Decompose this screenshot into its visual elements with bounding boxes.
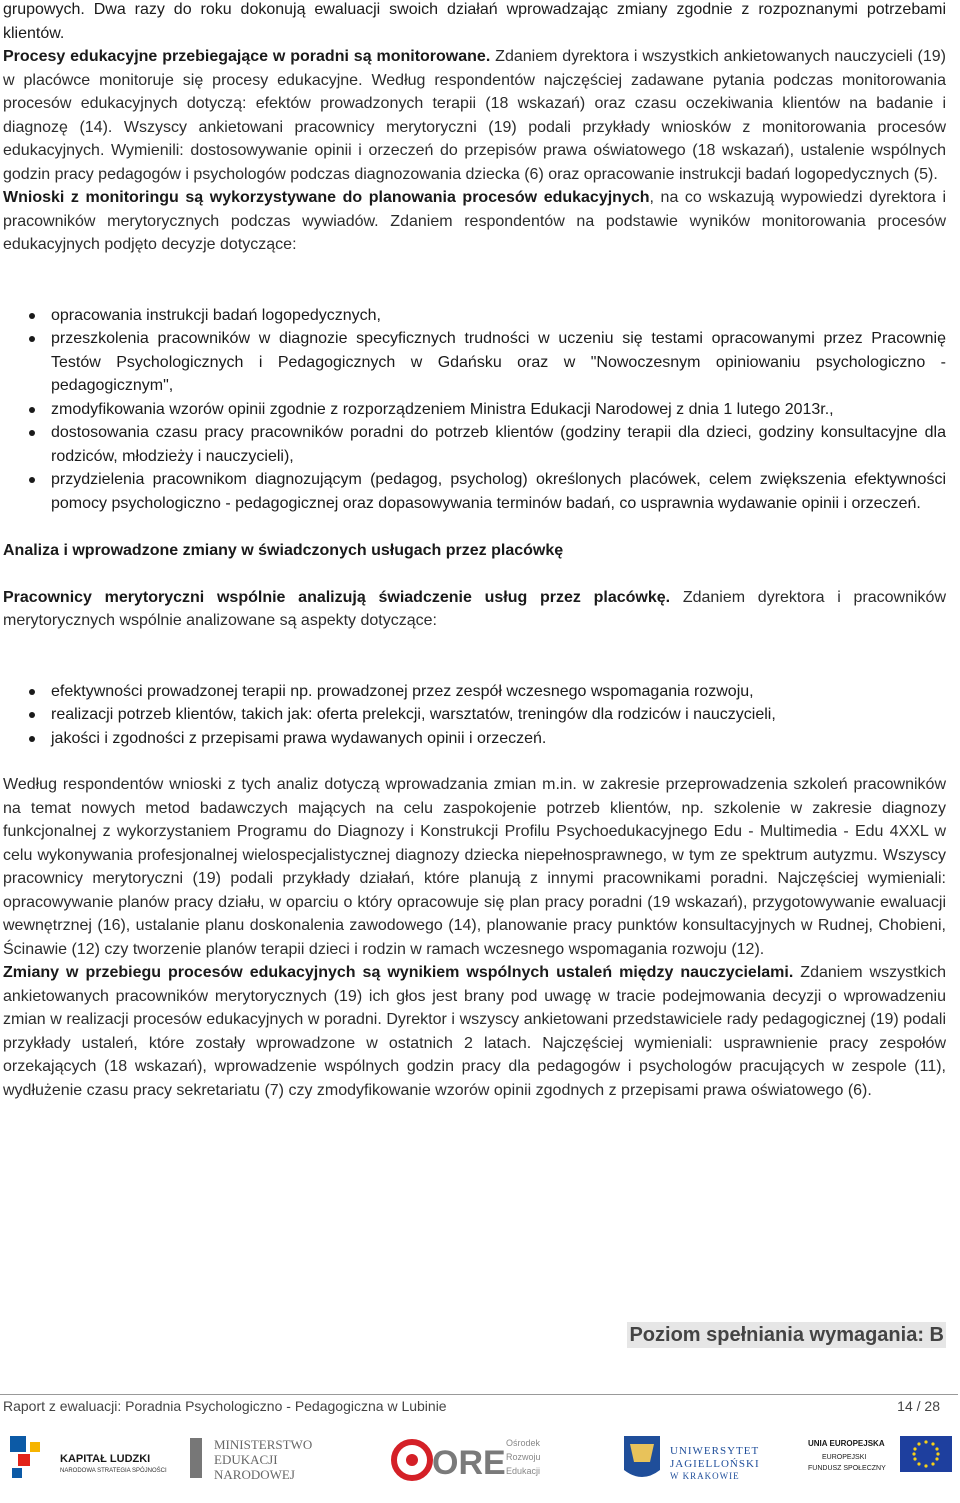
list-item: zmodyfikowania wzorów opinii zgodnie z rozporządzeniem Ministra Edukacji Narodowej z dnia 1 lutego 2013r., [51,398,946,422]
list-item: realizacji potrzeb klientów, takich jak: oferta prelekcji, warsztatów, treningów dla rodziców i nauczycieli, [51,703,946,727]
ue-line2: EUROPEJSKI [822,1454,867,1461]
paragraph-decisions-text: Zdaniem wszystkich ankietowanych pracowników merytorycznych (19) ich głos jest brany pod uwagę w tracie podejmowania decyzji o wprowadzeniu zmian w realizacji procesów edukacyjnych w poradni. Dyrektor i wszyscy ankietowani przedstawiciele rady pedagogicznej (19) podali przykłady ustaleń, które zostały wprowadzone w ostatnich 2 latach. Najczęściej wymieniali: usprawnienie pracy zespołów orzekających (18 wskazań), wprowadzenie wspólnych godzin pracy dla pedagogów i psychologów pracujących w zespole (11), wydłużenie czasu pracy sekretariatu (7) czy zmodyfikowanie wzorów opinii zgodnych z przepisami prawa oświatowego (6). [3,964,947,1099]
list-item: efektywności prowadzonej terapii np. prowadzonej przez zespół wczesnego wspomagania rozwoju, [51,680,946,704]
men-line3: NARODOWEJ [214,1467,295,1482]
list-item: opracowania instrukcji badań logopedycznych, [51,304,946,328]
paragraph-intro: grupowych. Dwa razy do roku dokonują ewaluacji swoich działań wprowadzając zmiany zgodnie z rozpoznanymi potrzebami klientów. [3,1,946,42]
list-item: przydzielenia pracownikom diagnozującym (pedagog, psycholog) określonych placówek, celem zwiększenia efektywności pomocy psychologiczno - pedagogicznej oraz dopasowywania terminów badań, co usprawnia wydawanie opinii i orzeczeń. [51,468,946,515]
document-body [3,0,946,1102]
paragraph-monitoring [3,45,946,186]
sponsor-logos [0,1422,960,1503]
ore-line3: Edukacji [506,1466,541,1476]
ore-line2: Rozwoju [506,1452,541,1462]
page-number: 14 / 28 [897,1398,940,1414]
men-line2: EDUKACJI [214,1452,278,1467]
paragraph-decisions-lead: Zmiany w przebiegu procesów edukacyjnych są wynikiem wspólnych ustaleń między nauczycielami. [3,964,794,981]
paragraph-conclusions-text: , na co wskazują wypowiedzi dyrektora i pracowników merytorycznych podczas wywiadów. Zdaniem respondentów na podstawie wyników monitorowania procesów edukacyjnych podjęto decyzje dotyczące: [3,189,946,253]
paragraph-conclusions [3,186,946,257]
kl-title: KAPITAŁ LUDZKI [60,1453,151,1465]
ue-line3: FUNDUSZ SPOŁECZNY [808,1465,886,1472]
footer-report-title: Raport z ewaluacji: Poradnia Psychologiczno - Pedagogiczna w Lubinie [3,1398,447,1414]
list-item: przeszkolenia pracowników w diagnozie specyficznych trudności w uczeniu się testami opracowanymi przez Pracownię Testów Psychologicznych i Pedagogicznych w Gdańsku oraz w "Nowoczesnym opiniowaniu psychologiczno - pedagogicznym", [51,327,946,398]
paragraph-conclusions-lead: Wnioski z monitoringu są wykorzystywane do planowania procesów edukacyjnych [3,189,650,206]
ue-logo [808,1436,952,1472]
section-heading: Analiza i wprowadzone zmiany w świadczonych usługach przez placówkę [3,542,564,559]
requirement-level-badge: Poziom spełniania wymagania: B [629,1324,944,1346]
paragraph-decisions [3,961,946,1102]
list-item: dostosowania czasu pracy pracowników poradni do potrzeb klientów (godziny terapii dla dzieci, godziny konsultacyjne dla rodziców, młodzieży i nauczycieli), [51,421,946,468]
paragraph-monitoring-text: Zdaniem dyrektora i wszystkich ankietowanych nauczycieli (19) w placówce monitoruje się procesy edukacyjne. Według respondentów najczęściej zadawane pytania podczas monitorowania procesów edukacyjnych dotyczą: efektów prowadzonych terapii (18 wskazań) oraz czasu oczekiwania klientów na badanie i diagnozę (14). Wszyscy ankietowani pracownicy merytoryczni (19) podali przykłady wniosków z monitorowania procesów edukacyjnych. Wymienili: dostosowywanie opinii i orzeczeń do przepisów prawa oświatowego (18 wskazań), ustalenie wspólnych godzin pracy pedagogów i psychologów podczas diagnozowania dziecka (6) oraz opracowanie instrukcji badań logopedycznych (5). [3,48,947,183]
uj-line3: W KRAKOWIE [670,1471,740,1481]
paragraph-analysis-text: Zdaniem dyrektora i pracowników merytorycznych wspólnie analizowane są aspekty dotyczące: [3,588,947,629]
decisions-list [3,304,946,516]
footer-divider [0,1394,958,1395]
paragraph-analysis-lead: Pracownicy merytoryczni wspólnie analizują świadczenie usług przez placówkę. [3,588,671,606]
uj-line2: JAGIELLOŃSKI [670,1458,760,1470]
paragraph-changes: Według respondentów wnioski z tych analiz dotyczą wprowadzania zmian m.in. w zakresie przeprowadzenia szkoleń pracowników na temat nowych metod badawczych mających na celu zaspokojenie potrzeb klientów, np. szkolenie w zakresie diagnozy funkcjonalnej z wykorzystaniem Programu do Diagnozy i Konstrukcji Profilu Psychoedukacyjnego Edu - Multimedia - Edu 4XXL w celu wykonywania profesjonalnej wielospecjalistycznej diagnozy dziecka niepełnosprawnego, w tym ze spektrum autyzmu. Wszyscy pracownicy merytoryczni (19) podali przykłady działań, które planują z innymi pracownikami poradni. Najczęściej wymieniali: opracowywanie planów pracy działu, w oparciu o który opracowuje się plan pracy poradni (19 wskazań), przygotowywanie ewaluacji wewnętrznej (16), ustalanie planu doskonalenia zawodowego (14), planowanie pracy punktów konsultacyjnych w Rudnej, Chobieni, Ścinawie (12) czy tworzenie planów terapii dzieci i rodzin w ramach wczesnego wspomagania rozwoju (12). [3,776,946,958]
kl-subtitle: NARODOWA STRATEGIA SPÓJNOŚCI [60,1468,167,1474]
uj-logo [624,1436,760,1481]
men-logo [190,1437,312,1482]
ore-line1: Ośrodek [506,1438,541,1448]
kapital-ludzki-logo [10,1436,167,1478]
paragraph-analysis [3,586,946,633]
ore-mark: ORE [432,1444,506,1482]
uj-line1: UNIWERSYTET [670,1445,760,1457]
ore-logo [394,1438,541,1482]
ue-line1: UNIA EUROPEJSKA [808,1439,885,1448]
aspects-list [3,680,946,751]
list-item: jakości i zgodności z przepisami prawa wydawanych opinii i orzeczeń. [51,727,946,751]
paragraph-monitoring-lead: Procesy edukacyjne przebiegające w poradni są monitorowane. [3,48,491,65]
men-line1: MINISTERSTWO [214,1437,313,1452]
